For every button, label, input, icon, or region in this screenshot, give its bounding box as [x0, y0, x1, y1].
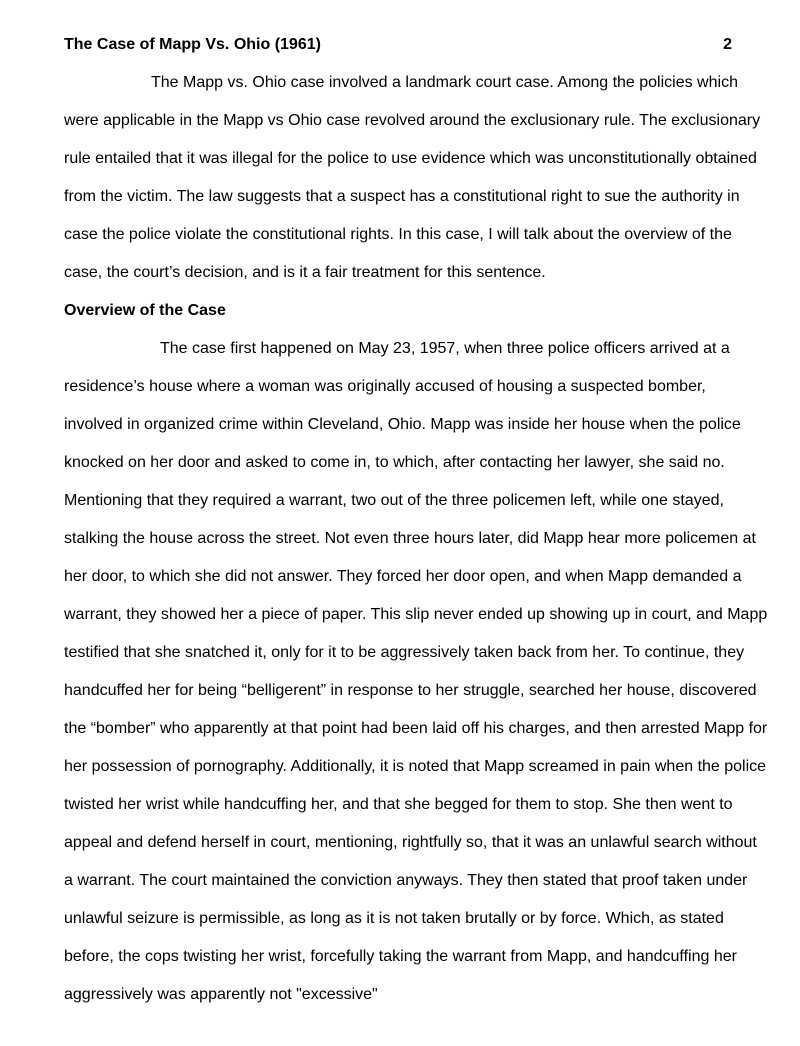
intro-paragraph: The Mapp vs. Ohio case involved a landmark court case. Among the policies which were applicable in the Mapp vs Ohio case revolved around the exclusionary rule. The exclusionary rule entailed that it was illegal for the police to use evidence which was unconstitutionally obtained from the victim. The law suggests that a suspect has a constitutional right to sue the authority in case the police violate the constitutional rights. In this case, I will talk about the overview of the case, the court’s decision, and is it a fair treatment for this sentence.	[64, 74, 761, 281]
running-head-title: The Case of Mapp Vs. Ohio (1961)	[64, 36, 321, 53]
page-header	[64, 36, 732, 56]
section-heading-overview: Overview of the Case	[64, 302, 226, 319]
document-body	[64, 64, 768, 1014]
page-number: 2	[723, 36, 732, 53]
overview-paragraph: The case first happened on May 23, 1957, when three police officers arrived at a residence’s house where a woman was originally accused of housing a suspected bomber, involved in organized crime within Cleveland, Ohio. Mapp was inside her house when the police knocked on her door and asked to come in, to which, after contacting her lawyer, she said no. Mentioning that they required a warrant, two out of the three policemen left, while one stayed, stalking the house across the street. Not even three hours later, did Mapp hear more policemen at her door, to which she did not answer. They forced her door open, and when Mapp demanded a warrant, they showed her a piece of paper. This slip never ended up showing up in court, and Mapp testified that she snatched it, only for it to be aggressively taken back from her. To continue, they handcuffed her for being “belligerent” in response to her struggle, searched her house, discovered the “bomber” who apparently at that point had been laid off his charges, and then arrested Mapp for her possession of pornography. Additionally, it is noted that Mapp screamed in pain when the police twisted her wrist while handcuffing her, and that she begged for them to stop. She then went to appeal and defend herself in court, mentioning, rightfully so, that it was an unlawful search without a warrant. The court maintained the conviction anyways. They then stated that proof taken under unlawful seizure is permissible, as long as it is not taken brutally or by force. Which, as stated before, the cops twisting her wrist, forcefully taking the warrant from Mapp, and handcuffing her aggressively was apparently not "excessive"	[64, 340, 768, 1003]
